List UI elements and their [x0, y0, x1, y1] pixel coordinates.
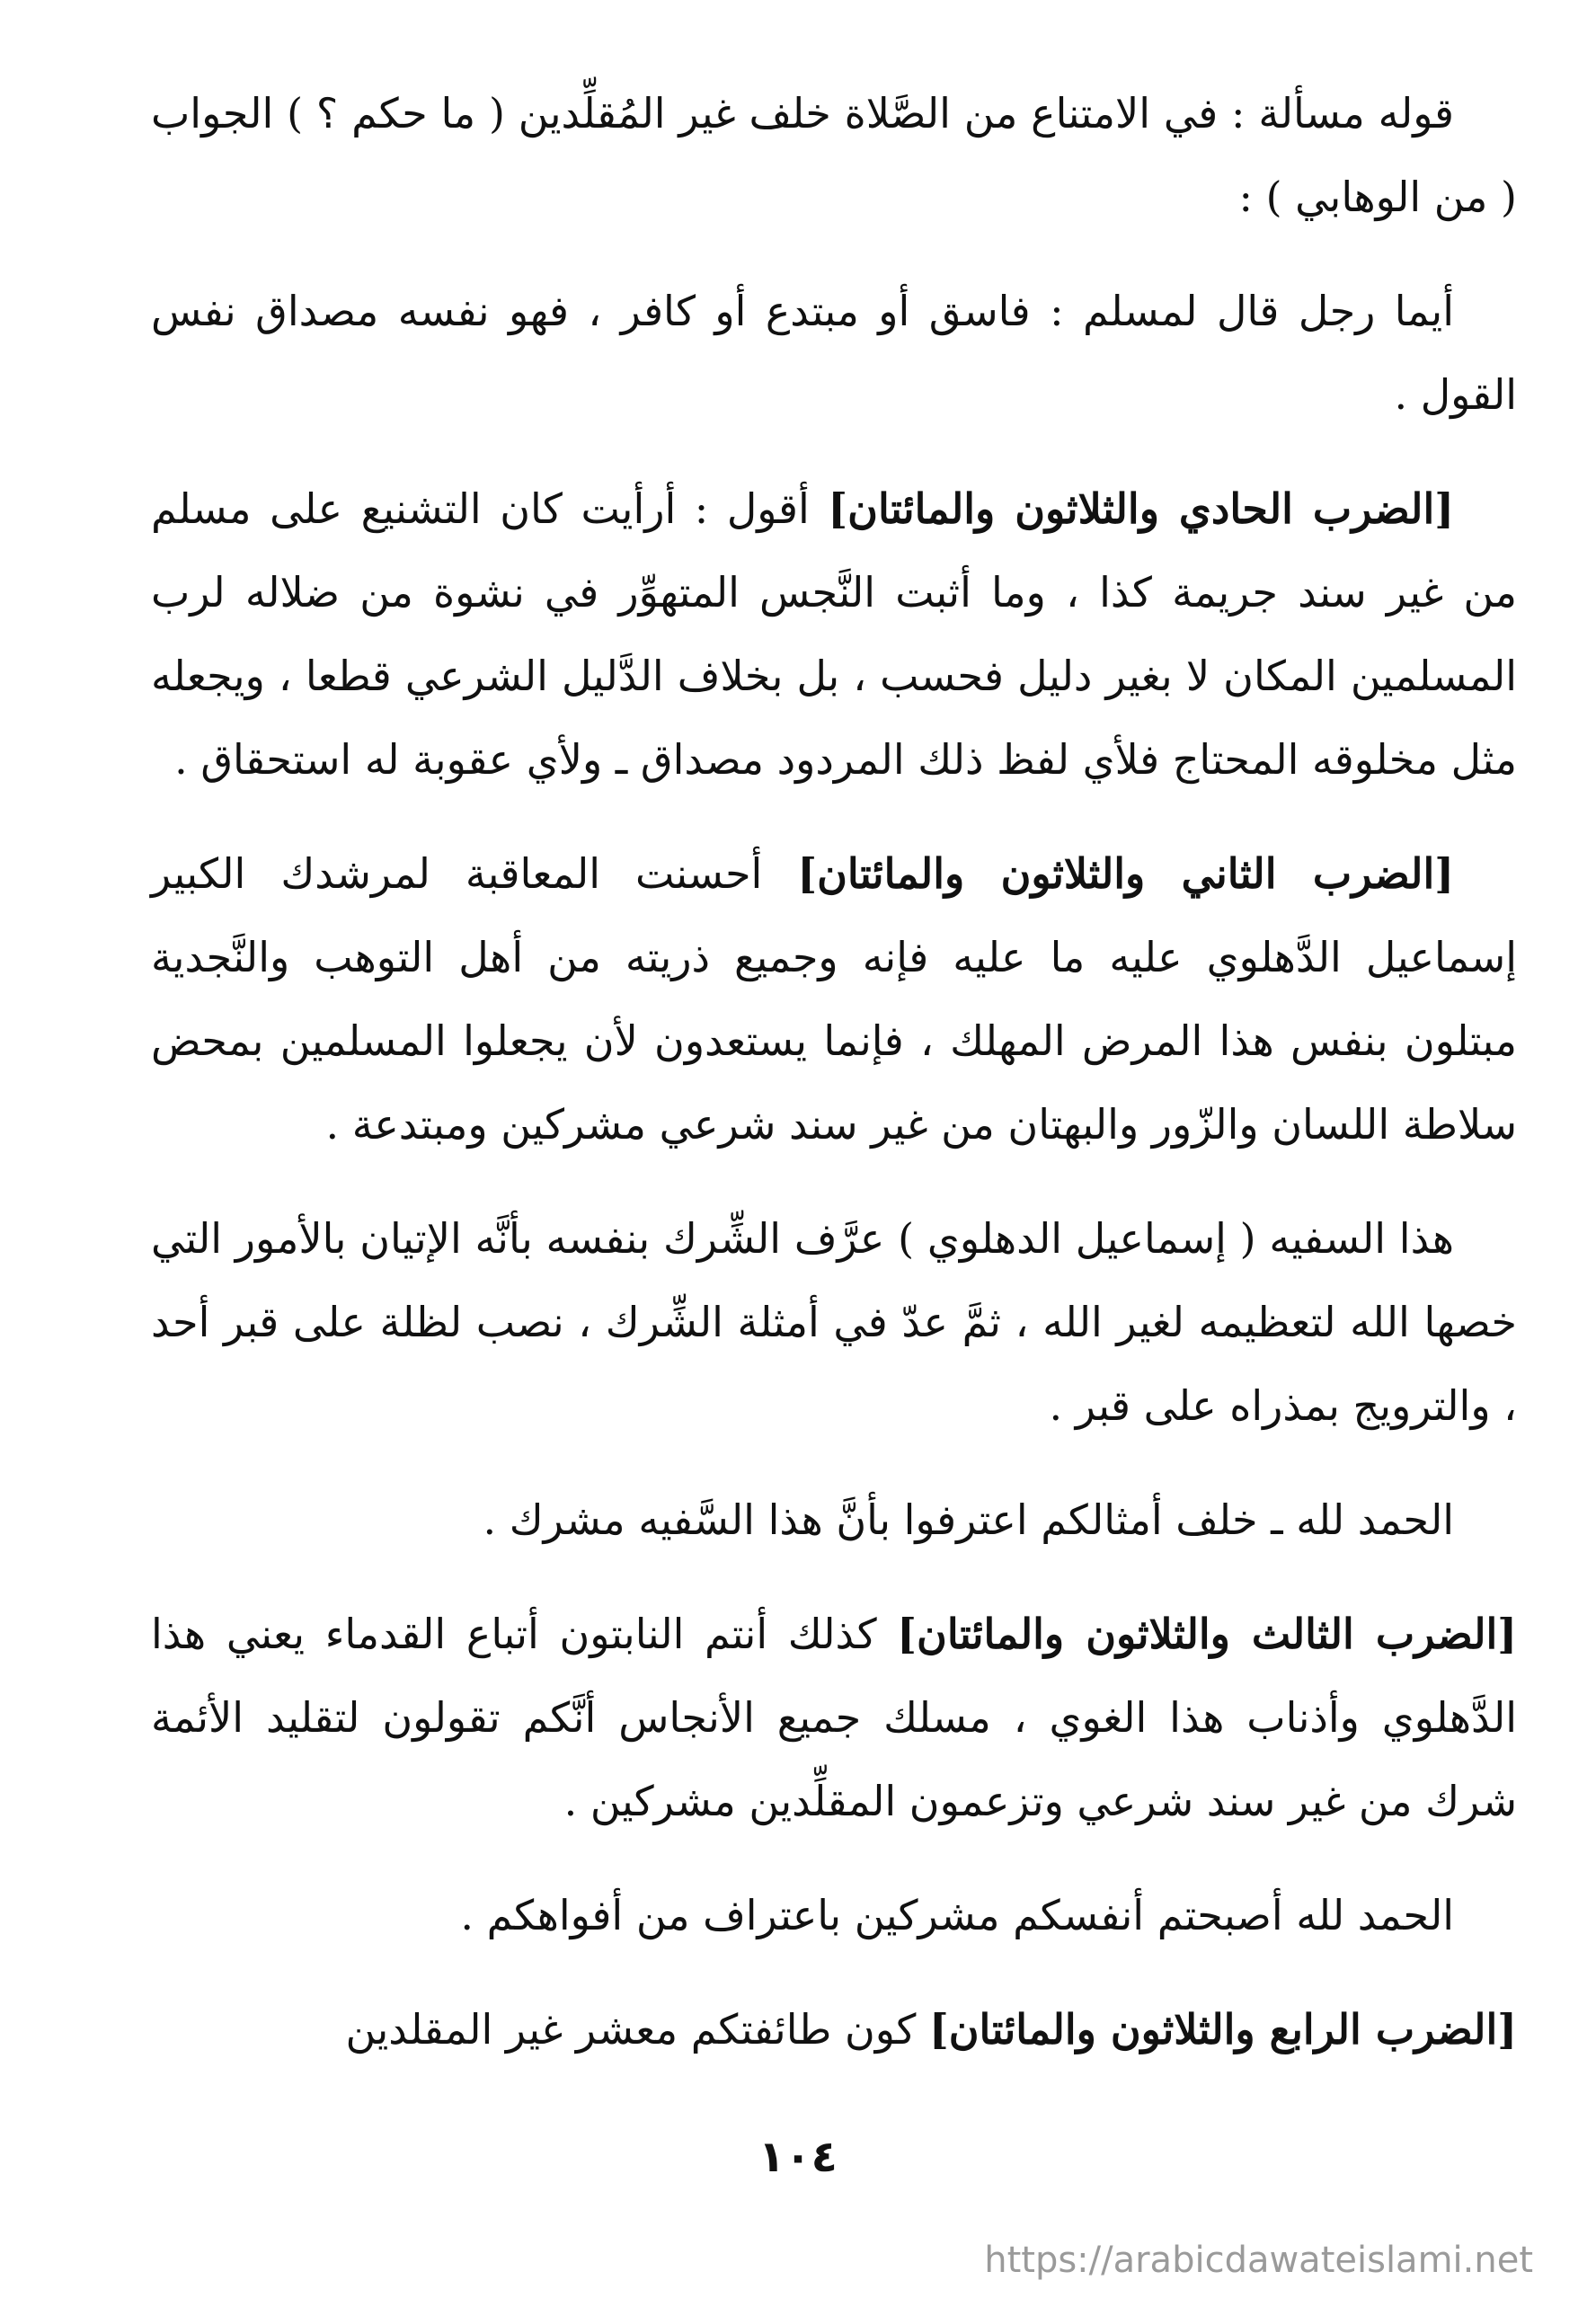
paragraph-text: أيما رجل قال لمسلم : فاسق أو مبتدع أو كافر ، فهو نفسه مصداق نفس القول . — [151, 287, 1517, 419]
paragraph-heading: [الضرب الرابع والثلاثون والمائتان] — [929, 2005, 1517, 2054]
paragraph-text: قوله مسألة : في الامتناع من الصَّلاة خلف غير المُقلِّدين ( ما حكم ؟ ) الجواب ( من الوهابي ) : — [151, 89, 1517, 221]
paragraph — [151, 467, 1517, 802]
watermark-url: https://arabicdawateislami.net — [984, 2240, 1533, 2281]
paragraph-text: كذلك أنتم النابتون أتباع القدماء يعني هذا الدَّهلوي وأذناب هذا الغوي ، مسلك جميع الأنجاس أنَّكم تقولون لتقليد الأئمة شرك من غير سند شرعي وتزعمون المقلِّدين مشركين . — [151, 1610, 1517, 1825]
page-content — [151, 72, 1517, 2121]
paragraph — [151, 270, 1517, 437]
paragraph-heading: [الضرب الحادي والثلاثون والمائتان] — [828, 484, 1454, 533]
paragraph — [151, 72, 1517, 239]
paragraph — [151, 1988, 1517, 2072]
paragraph-text: كون طائفتكم معشر غير المقلدين — [345, 2005, 930, 2054]
paragraph-text: الحمد لله ـ خلف أمثالكم اعترفوا بأنَّ هذا السَّفيه مشرك . — [483, 1495, 1454, 1544]
paragraph-text: هذا السفيه ( إسماعيل الدهلوي ) عرَّف الشِّرك بنفسه بأنَّه الإتيان بالأمور التي خصها الله لتعظيمه لغير الله ، ثمَّ عدّ في أمثلة الشِّرك ، نصب لظلة على قبر أحد ، والترويج بمذراه على قبر . — [151, 1214, 1517, 1430]
paragraph-text: أحسنت المعاقبة لمرشدك الكبير إسماعيل الدَّهلوي عليه ما عليه فإنه وجميع ذريته من أهل التوهب والنَّجدية مبتلون بنفس هذا المرض المهلك ، فإنما يستعدون لأن يجعلوا المسلمين بمحض سلاطة اللسان والزّور والبهتان من غير سند شرعي مشركين ومبتدعة . — [151, 849, 1517, 1149]
paragraph-text: أقول : أرأيت كان التشنيع على مسلم من غير سند جريمة كذا ، وما أثبت النَّجس المتهوِّر في نشوة من ضلاله لرب المسلمين المكان لا بغير دليل فحسب ، بل بخلاف الدَّليل الشرعي قطعا ، ويجعله مثل مخلوقه المحتاج فلأي لفظ ذلك المردود مصداق ـ ولأي عقوبة له استحقاق . — [151, 484, 1517, 784]
paragraph — [151, 832, 1517, 1167]
paragraph — [151, 1874, 1517, 1957]
paragraph-text: الحمد لله أصبحتم أنفسكم مشركين باعتراف من أفواهكم . — [460, 1891, 1454, 1939]
paragraph-heading: [الضرب الثاني والثلاثون والمائتان] — [797, 849, 1454, 898]
paragraph-heading: [الضرب الثالث والثلاثون والمائتان] — [897, 1610, 1518, 1658]
page-number: ١٠٤ — [758, 2132, 838, 2182]
paragraph — [151, 1197, 1517, 1448]
paragraph — [151, 1593, 1517, 1843]
paragraph — [151, 1478, 1517, 1562]
